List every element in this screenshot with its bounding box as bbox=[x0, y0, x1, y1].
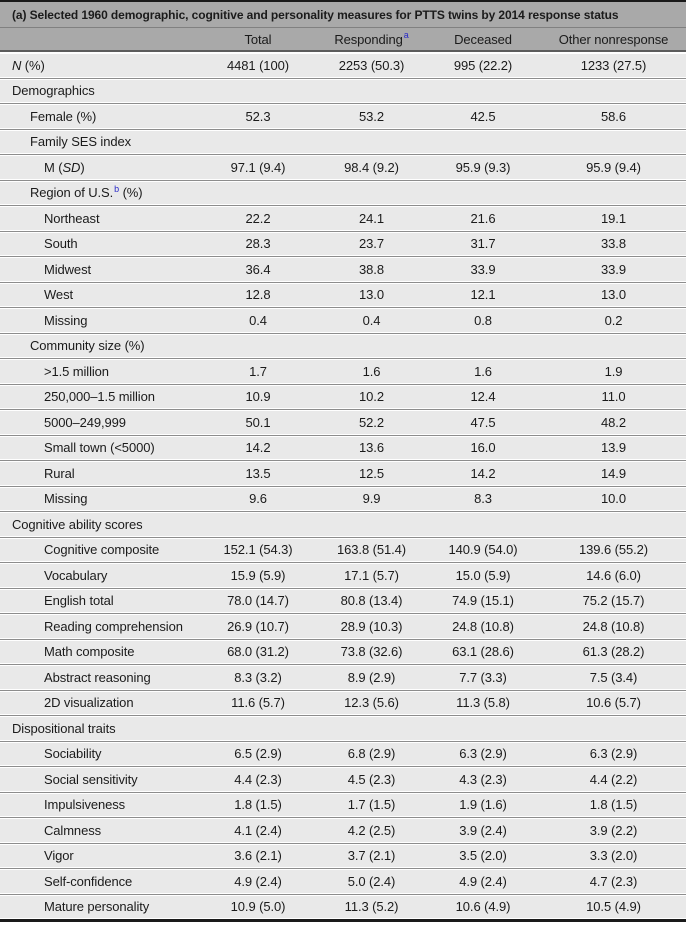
table-row-english-total bbox=[0, 590, 686, 613]
row-label: 5000–249,999 bbox=[44, 414, 126, 430]
cell-5000-249999-other-nonresponse: 48.2 bbox=[601, 414, 626, 430]
cell-250k-1-5-million-responding: 10.2 bbox=[359, 389, 384, 405]
table-row-reading-comprehension bbox=[0, 615, 686, 638]
cell-south-deceased: 31.7 bbox=[470, 236, 496, 252]
cell-region-missing-total: 0.4 bbox=[249, 312, 267, 328]
cell-region-missing-deceased: 0.8 bbox=[474, 312, 492, 328]
row-label: Calmness bbox=[44, 822, 101, 838]
cell-m-sd-responding: 98.4 (9.2) bbox=[344, 159, 399, 175]
table-title-row bbox=[0, 2, 686, 28]
cell-midwest-responding: 38.8 bbox=[359, 261, 384, 277]
cell-abstract-reasoning-total: 8.3 (3.2) bbox=[234, 669, 282, 685]
cell-sociability-deceased: 6.3 (2.9) bbox=[459, 746, 507, 762]
row-label: Community size (%) bbox=[30, 338, 145, 354]
table-row-vigor bbox=[0, 845, 686, 868]
row-label: Abstract reasoning bbox=[44, 669, 151, 685]
table-row-small-town bbox=[0, 437, 686, 460]
row-label: M (SD) bbox=[44, 159, 85, 175]
cell-2d-visualization-other-nonresponse: 10.6 (5.7) bbox=[586, 695, 641, 711]
cell-rural-deceased: 14.2 bbox=[470, 465, 496, 481]
cell-5000-249999-total: 50.1 bbox=[245, 414, 271, 430]
row-label: Demographics bbox=[12, 83, 95, 99]
cell-2d-visualization-responding: 12.3 (5.6) bbox=[344, 695, 399, 711]
cell-mature-personality-other-nonresponse: 10.5 (4.9) bbox=[586, 899, 641, 915]
cell-5000-249999-responding: 52.2 bbox=[359, 414, 384, 430]
cell-m-sd-total: 97.1 (9.4) bbox=[230, 159, 286, 175]
cell-midwest-deceased: 33.9 bbox=[470, 261, 496, 277]
cell-2d-visualization-total: 11.6 (5.7) bbox=[231, 695, 285, 711]
row-label: Missing bbox=[44, 491, 88, 507]
column-header-row bbox=[0, 28, 686, 52]
table-row-abstract-reasoning bbox=[0, 666, 686, 689]
column-header-responding: Responding$^a$ bbox=[334, 30, 409, 47]
cell-small-town-other-nonresponse: 13.9 bbox=[601, 440, 626, 456]
cell-reading-comprehension-deceased: 24.8 (10.8) bbox=[452, 618, 514, 634]
cell-abstract-reasoning-other-nonresponse: 7.5 (3.4) bbox=[589, 669, 638, 685]
table-row-west bbox=[0, 284, 686, 307]
cell-gt-1-5-million-responding: 1.6 bbox=[362, 363, 381, 379]
cell-small-town-responding: 13.6 bbox=[359, 440, 384, 456]
cell-vocabulary-responding: 17.1 (5.7) bbox=[344, 567, 399, 583]
cell-n-pct-deceased: 995 (22.2) bbox=[453, 57, 513, 73]
cell-n-pct-total: 4481 (100) bbox=[227, 57, 289, 73]
row-label: Missing bbox=[44, 312, 88, 328]
cell-n-pct-other-nonresponse: 1233 (27.5) bbox=[580, 57, 647, 73]
cell-2d-visualization-deceased: 11.3 (5.8) bbox=[456, 695, 510, 711]
cell-abstract-reasoning-responding: 8.9 (2.9) bbox=[347, 669, 396, 685]
cell-mature-personality-deceased: 10.6 (4.9) bbox=[455, 899, 511, 915]
column-header-deceased: Deceased bbox=[454, 31, 512, 47]
row-label: Mature personality bbox=[44, 899, 150, 915]
row-label: South bbox=[44, 236, 78, 252]
table-row-250k-1-5-million bbox=[0, 386, 686, 409]
cell-female-pct-total: 52.3 bbox=[245, 108, 271, 124]
table-row-cognitive-composite bbox=[0, 539, 686, 562]
row-label: >1.5 million bbox=[44, 363, 109, 379]
row-label: Vigor bbox=[44, 848, 74, 864]
cell-mature-personality-responding: 11.3 (5.2) bbox=[344, 899, 399, 915]
cell-northeast-other-nonresponse: 19.1 bbox=[601, 210, 626, 226]
table-row-5000-249999 bbox=[0, 411, 686, 434]
cell-english-total-responding: 80.8 (13.4) bbox=[340, 593, 403, 609]
cell-west-total: 12.8 bbox=[245, 287, 271, 303]
cell-social-sensitivity-deceased: 4.3 (2.3) bbox=[459, 771, 507, 787]
table-row-self-confidence bbox=[0, 870, 686, 893]
cell-northeast-responding: 24.1 bbox=[359, 210, 384, 226]
cell-gt-1-5-million-other-nonresponse: 1.9 bbox=[604, 363, 623, 379]
cell-social-sensitivity-total: 4.4 (2.3) bbox=[234, 771, 282, 787]
cell-self-confidence-total: 4.9 (2.4) bbox=[234, 873, 282, 889]
cell-sociability-total: 6.5 (2.9) bbox=[234, 746, 282, 762]
cell-female-pct-responding: 53.2 bbox=[359, 108, 384, 124]
cell-vocabulary-other-nonresponse: 14.6 (6.0) bbox=[586, 567, 641, 583]
table-row-region-missing bbox=[0, 309, 686, 332]
table-row-northeast bbox=[0, 207, 686, 230]
row-label: West bbox=[44, 287, 73, 303]
cell-english-total-total: 78.0 (14.7) bbox=[227, 593, 289, 609]
cell-vigor-responding: 3.7 (2.1) bbox=[347, 848, 396, 864]
cell-female-pct-deceased: 42.5 bbox=[470, 108, 496, 124]
cell-impulsiveness-other-nonresponse: 1.8 (1.5) bbox=[589, 797, 638, 813]
cell-south-other-nonresponse: 33.8 bbox=[601, 236, 626, 252]
cell-n-pct-responding: 2253 (50.3) bbox=[338, 57, 405, 73]
cell-south-total: 28.3 bbox=[245, 236, 271, 252]
cell-abstract-reasoning-deceased: 7.7 (3.3) bbox=[459, 669, 507, 685]
cell-northeast-deceased: 21.6 bbox=[470, 210, 496, 226]
table-row-impulsiveness bbox=[0, 794, 686, 817]
cell-english-total-other-nonresponse: 75.2 (15.7) bbox=[582, 593, 645, 609]
cell-calmness-other-nonresponse: 3.9 (2.2) bbox=[589, 822, 638, 838]
cell-region-missing-responding: 0.4 bbox=[362, 312, 381, 328]
cell-mature-personality-total: 10.9 (5.0) bbox=[230, 899, 286, 915]
table-row-mature-personality bbox=[0, 896, 686, 919]
cell-community-missing-other-nonresponse: 10.0 bbox=[601, 491, 626, 507]
cell-cognitive-composite-deceased: 140.9 (54.0) bbox=[448, 542, 518, 558]
cell-midwest-total: 36.4 bbox=[245, 261, 271, 277]
row-label: Region of U.S.$^b$ (%) bbox=[30, 185, 143, 201]
cell-sociability-responding: 6.8 (2.9) bbox=[347, 746, 396, 762]
row-label: Self-confidence bbox=[44, 873, 133, 889]
cell-calmness-deceased: 3.9 (2.4) bbox=[459, 822, 507, 838]
section-row-cognitive-ability-scores bbox=[0, 513, 686, 536]
table-row-community-missing bbox=[0, 488, 686, 511]
table-body bbox=[0, 54, 686, 919]
table-row-m-sd bbox=[0, 156, 686, 179]
table-row-math-composite bbox=[0, 641, 686, 664]
cell-sociability-other-nonresponse: 6.3 (2.9) bbox=[589, 746, 638, 762]
table-row-rural bbox=[0, 462, 686, 485]
cell-reading-comprehension-other-nonresponse: 24.8 (10.8) bbox=[582, 618, 645, 634]
section-row-family-ses-index bbox=[0, 131, 686, 154]
cell-community-missing-deceased: 8.3 bbox=[474, 491, 492, 507]
section-row-community-size bbox=[0, 335, 686, 358]
row-label: Math composite bbox=[44, 644, 135, 660]
cell-self-confidence-deceased: 4.9 (2.4) bbox=[459, 873, 507, 889]
cell-5000-249999-deceased: 47.5 bbox=[470, 414, 496, 430]
cell-gt-1-5-million-total: 1.7 bbox=[249, 363, 267, 379]
cell-impulsiveness-deceased: 1.9 (1.6) bbox=[459, 797, 507, 813]
row-label: Cognitive composite bbox=[44, 542, 160, 558]
footnote-marker: b bbox=[114, 185, 120, 194]
column-header-total: Total bbox=[244, 31, 272, 47]
row-label: Dispositional traits bbox=[12, 720, 116, 736]
cell-midwest-other-nonresponse: 33.9 bbox=[601, 261, 626, 277]
table-row-social-sensitivity bbox=[0, 768, 686, 791]
cell-vigor-other-nonresponse: 3.3 (2.0) bbox=[589, 848, 638, 864]
table-row-female-pct bbox=[0, 105, 686, 128]
cell-small-town-total: 14.2 bbox=[245, 440, 271, 456]
row-label: Family SES index bbox=[30, 134, 131, 150]
row-label: English total bbox=[44, 593, 114, 609]
table-row-n-pct bbox=[0, 54, 686, 77]
row-label: Northeast bbox=[44, 210, 100, 226]
cell-reading-comprehension-responding: 28.9 (10.3) bbox=[340, 618, 403, 634]
cell-vocabulary-deceased: 15.0 (5.9) bbox=[455, 567, 511, 583]
row-label: Social sensitivity bbox=[44, 771, 138, 787]
cell-self-confidence-responding: 5.0 (2.4) bbox=[347, 873, 396, 889]
cell-northeast-total: 22.2 bbox=[245, 210, 271, 226]
cell-female-pct-other-nonresponse: 58.6 bbox=[601, 108, 626, 124]
cell-cognitive-composite-other-nonresponse: 139.6 (55.2) bbox=[579, 542, 648, 558]
cell-calmness-responding: 4.2 (2.5) bbox=[347, 822, 396, 838]
row-label: Sociability bbox=[44, 746, 102, 762]
cell-self-confidence-other-nonresponse: 4.7 (2.3) bbox=[589, 873, 638, 889]
table-row-sociability bbox=[0, 743, 686, 766]
row-label: Female (%) bbox=[30, 108, 97, 124]
cell-south-responding: 23.7 bbox=[359, 236, 384, 252]
footnote-marker: a bbox=[403, 30, 409, 41]
column-header-other-nonresponse: Other nonresponse bbox=[558, 31, 669, 47]
cell-vigor-deceased: 3.5 (2.0) bbox=[459, 848, 507, 864]
cell-m-sd-other-nonresponse: 95.9 (9.4) bbox=[586, 159, 641, 175]
row-label: Rural bbox=[44, 465, 75, 481]
cell-impulsiveness-responding: 1.7 (1.5) bbox=[347, 797, 396, 813]
section-row-dispositional-traits bbox=[0, 717, 686, 740]
cell-250k-1-5-million-deceased: 12.4 bbox=[470, 389, 496, 405]
cell-region-missing-other-nonresponse: 0.2 bbox=[604, 312, 623, 328]
cell-math-composite-responding: 73.8 (32.6) bbox=[340, 644, 403, 660]
cell-rural-responding: 12.5 bbox=[359, 465, 384, 481]
row-label: N (%) bbox=[12, 57, 45, 73]
cell-math-composite-total: 68.0 (31.2) bbox=[227, 644, 289, 660]
table-row-vocabulary bbox=[0, 564, 686, 587]
cell-west-deceased: 12.1 bbox=[470, 287, 496, 303]
section-row-region-of-us bbox=[0, 182, 686, 205]
section-row-demographics bbox=[0, 80, 686, 103]
cell-math-composite-deceased: 63.1 (28.6) bbox=[452, 644, 514, 660]
row-label: 2D visualization bbox=[44, 695, 134, 711]
cell-reading-comprehension-total: 26.9 (10.7) bbox=[227, 618, 289, 634]
cell-vocabulary-total: 15.9 (5.9) bbox=[230, 567, 286, 583]
cell-west-other-nonresponse: 13.0 bbox=[601, 287, 626, 303]
cell-gt-1-5-million-deceased: 1.6 bbox=[474, 363, 492, 379]
cell-west-responding: 13.0 bbox=[359, 287, 384, 303]
cell-social-sensitivity-other-nonresponse: 4.4 (2.2) bbox=[589, 771, 638, 787]
cell-english-total-deceased: 74.9 (15.1) bbox=[452, 593, 514, 609]
table-title: (a) Selected 1960 demographic, cognitive and personality measures for PTTS twins by 2014 response status bbox=[12, 7, 619, 22]
row-label: 250,000–1.5 million bbox=[44, 389, 155, 405]
row-label: Impulsiveness bbox=[44, 797, 126, 813]
cell-calmness-total: 4.1 (2.4) bbox=[234, 822, 282, 838]
cell-cognitive-composite-responding: 163.8 (51.4) bbox=[337, 542, 406, 558]
row-label: Cognitive ability scores bbox=[12, 516, 143, 532]
cell-social-sensitivity-responding: 4.5 (2.3) bbox=[347, 771, 396, 787]
cell-community-missing-total: 9.6 bbox=[249, 491, 267, 507]
table-row-calmness bbox=[0, 819, 686, 842]
cell-m-sd-deceased: 95.9 (9.3) bbox=[455, 159, 511, 175]
cell-small-town-deceased: 16.0 bbox=[470, 440, 496, 456]
table-row-midwest bbox=[0, 258, 686, 281]
cell-community-missing-responding: 9.9 bbox=[362, 491, 381, 507]
cell-math-composite-other-nonresponse: 61.3 (28.2) bbox=[582, 644, 645, 660]
cell-vigor-total: 3.6 (2.1) bbox=[234, 848, 282, 864]
table-row-south bbox=[0, 233, 686, 256]
table-row-2d-visualization bbox=[0, 692, 686, 715]
row-label: Reading comprehension bbox=[44, 618, 183, 634]
cell-cognitive-composite-total: 152.1 (54.3) bbox=[223, 542, 293, 558]
row-label: Small town (<5000) bbox=[44, 440, 155, 456]
cell-250k-1-5-million-other-nonresponse: 11.0 bbox=[601, 389, 626, 405]
cell-rural-other-nonresponse: 14.9 bbox=[601, 465, 626, 481]
row-label: Midwest bbox=[44, 261, 91, 277]
cell-250k-1-5-million-total: 10.9 bbox=[245, 389, 271, 405]
table-row-gt-1-5-million bbox=[0, 360, 686, 383]
row-label: Vocabulary bbox=[44, 567, 108, 583]
cell-impulsiveness-total: 1.8 (1.5) bbox=[234, 797, 282, 813]
cell-rural-total: 13.5 bbox=[245, 465, 271, 481]
